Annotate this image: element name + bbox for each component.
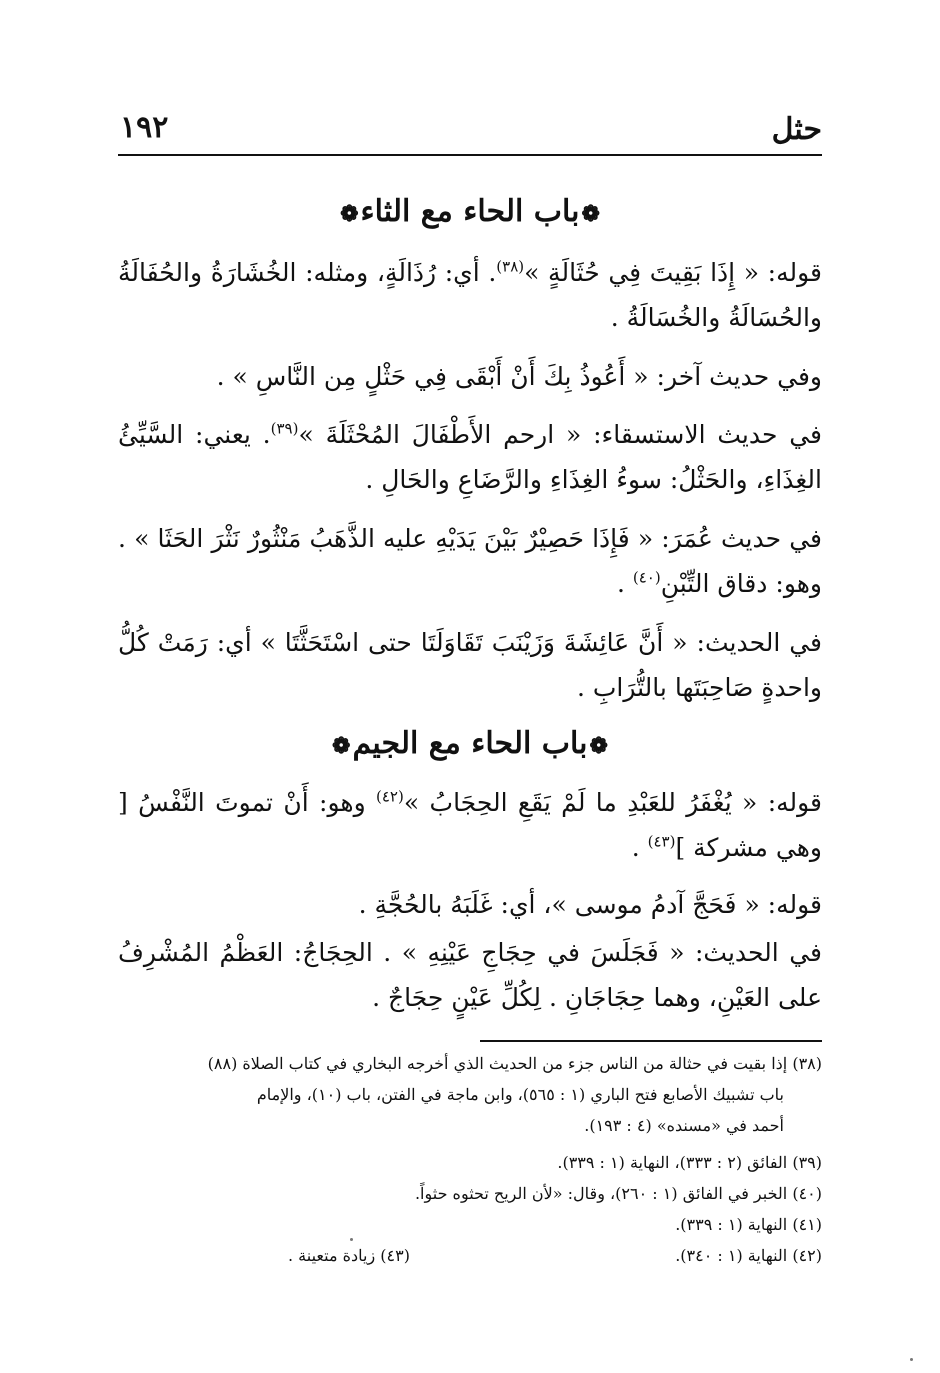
- paragraph-text: . يعني: السَّيِّئُ الغِذَاءِ، والحَثْلُ: سوءُ الغِذَاءِ والرَّضَاعِ والحَالِ .: [118, 420, 822, 494]
- paragraph: [118, 882, 822, 927]
- chapter-title: باب الحاء مع الثاء: [360, 194, 580, 229]
- footnote-38-cont: باب تشبيك الأصابع فتح الباري (١ : ٥٦٥)، وابن ماجة في الفتن، باب (١٠)، والإمام: [256, 1085, 784, 1104]
- chapter-heading: [118, 190, 822, 236]
- paragraph: [118, 250, 822, 340]
- chapter-title: باب الحاء مع الجيم: [352, 726, 588, 761]
- paragraph-text: وفي حديث آخر: « أَعُوذُ بِكَ أَنْ أَبْقَى فِي حَثْلٍ مِن النَّاسِ » .: [216, 362, 822, 391]
- page-number: ١٩٢: [120, 110, 169, 145]
- paragraph: [118, 780, 822, 870]
- footnote-41: (٤١) النهاية (١ : ٣٣٩).: [675, 1215, 822, 1234]
- paragraph-text: قوله: « يُغْفَرُ للعَبْدِ ما لَمْ يَقَعِ الحِجَابُ »: [403, 788, 823, 817]
- running-header: [118, 110, 822, 156]
- footnotes: [118, 1048, 822, 1271]
- paragraph-text: في حديث الاستسقاء: « ارحم الأَطْفَالَ المُحْثَلَةَ »: [298, 420, 822, 449]
- section-ha-jim: [118, 722, 822, 768]
- paragraph-text: .: [616, 569, 633, 598]
- ornament-icon: ❁: [340, 201, 359, 227]
- paragraph-text: في الحديث: « أَنَّ عَائِشَةَ وَزَيْنَبَ تَقَاوَلَتَا حتى اسْتَحَثَّتَا » أي: رَمَتْ كُلُّ واحدةٍ صَاحِبَتَها بالتُّرَابِ .: [118, 628, 822, 702]
- paragraph-text: قوله: « إِذَا بَقِيتَ فِي حُثَالَةٍ »: [524, 258, 822, 287]
- scan-speck: [910, 1358, 913, 1361]
- footnote-divider: [480, 1040, 822, 1042]
- paragraph-text: قوله: « فَحَجَّ آدمُ موسى »، أي: غَلَبَهُ بالحُجَّةِ .: [358, 890, 822, 919]
- paragraph-text: في حديث عُمَرَ: « فَإِذَا حَصِيْرٌ بَيْنَ يَدَيْهِ عليه الذَّهَبُ مَنْثُورٌ نَثْرَ الحَثَا » . وهو: دقاق التِّبْنِ: [118, 524, 822, 598]
- paragraph-text: في الحديث: « فَجَلَسَ في حِجَاجِ عَيْنِهِ » . الحِجَاجُ: العَظْمُ المُشْرِفُ على العَيْنِ، وهما حِجَاجَانِ . لِكُلِّ عَيْنٍ حِجَاجٌ .: [118, 938, 822, 1012]
- paragraph: [118, 516, 822, 606]
- footnote-row: [118, 1240, 822, 1271]
- footnote-38-cont: أحمد في «مسنده» (٤ : ١٩٣).: [584, 1116, 784, 1135]
- footnote-ref: (٤٣): [647, 832, 676, 851]
- paragraph-text: .: [631, 833, 648, 862]
- footnote-ref: (٣٨): [496, 257, 525, 276]
- footnote-40: (٤٠) الخبر في الفائق (١ : ٢٦٠)، وقال: «لأن الريح تحثوه حثواً.: [414, 1184, 822, 1203]
- paragraph-text: وهو: أَنْ تموتَ النَّفْسُ [ وهي مشركة ]: [118, 788, 822, 862]
- footnote-39: (٣٩) الفائق (٢ : ٣٣٣)، النهاية (١ : ٣٣٩).: [557, 1153, 822, 1172]
- chapter-heading: [118, 722, 822, 768]
- paragraph: [118, 930, 822, 1020]
- paragraph: [118, 412, 822, 502]
- footnote-42: (٤٢) النهاية (١ : ٣٤٠).: [675, 1246, 822, 1265]
- section-ha-tha: [118, 190, 822, 236]
- ornament-icon: ❁: [581, 201, 600, 227]
- header-word: حثل: [771, 112, 822, 147]
- ornament-icon: ❁: [332, 733, 351, 759]
- paragraph-text: . أي: رُذَالَةٍ، ومثله: الخُشَارَةُ والحُفَالَةُ والحُسَالَةُ والخُسَالَةُ .: [118, 258, 822, 332]
- paragraph: [118, 620, 822, 710]
- footnote-38: (٣٨) إذا بقيت في حثالة من الناس جزء من الحديث الذي أخرجه البخاري في كتاب الصلاة (٨٨): [207, 1054, 822, 1073]
- paragraph: [118, 354, 822, 399]
- footnote-ref: (٣٩): [270, 419, 299, 438]
- footnote-43: (٤٣) زيادة متعينة .: [288, 1246, 410, 1265]
- footnote-ref: (٤٢): [376, 787, 404, 806]
- scan-speck: [350, 1238, 353, 1241]
- ornament-icon: ❁: [589, 733, 608, 759]
- footnote-ref: (٤٠): [632, 568, 661, 587]
